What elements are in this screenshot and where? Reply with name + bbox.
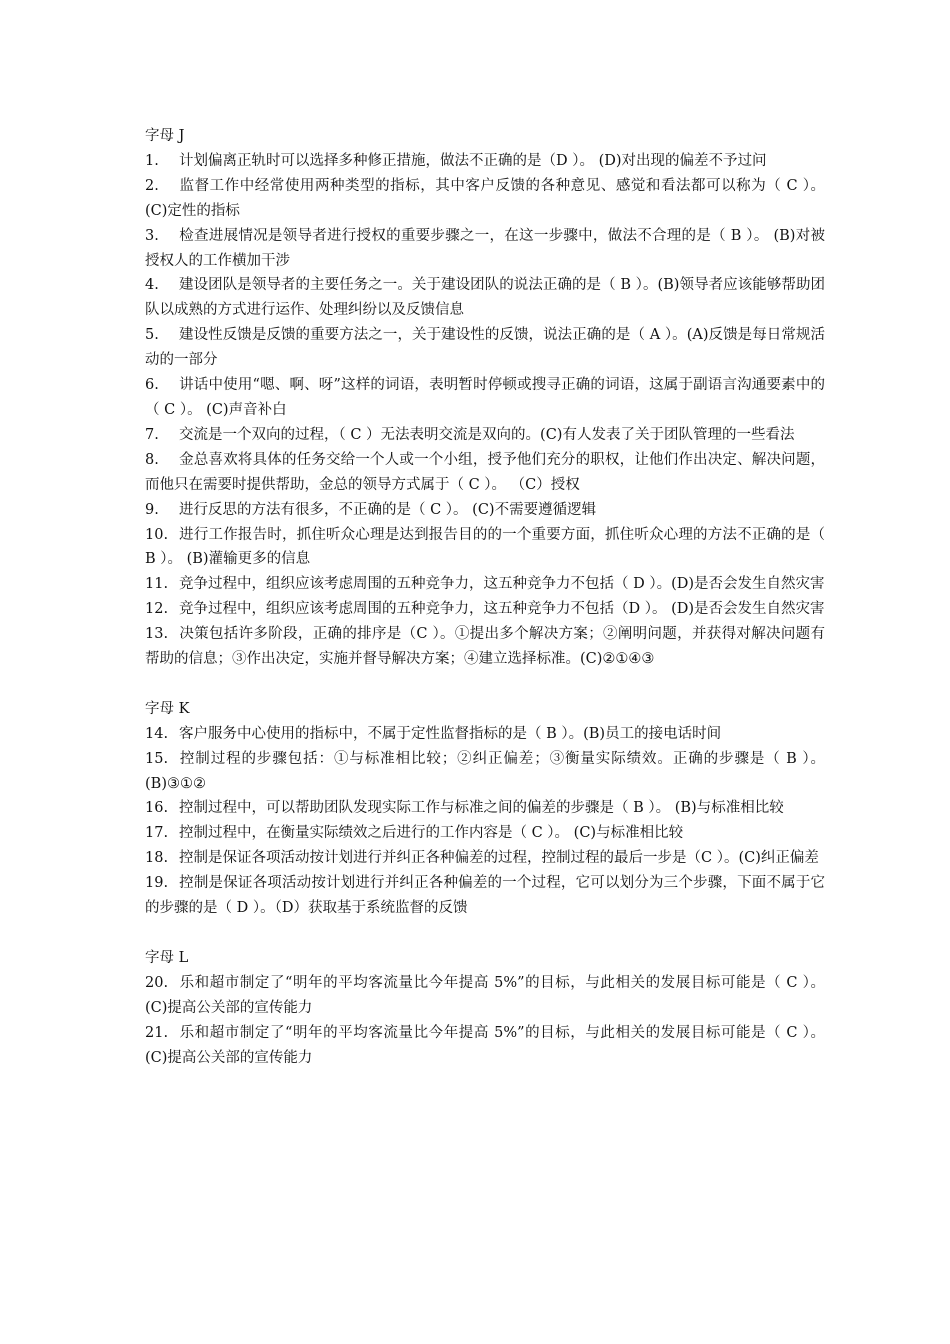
question-text: 控制过程的步骤包括：①与标准相比较；②纠正偏差；③衡量实际绩效。正确的步骤是（ B ）。 (B)③①② <box>145 750 825 792</box>
question-text: 决策包括许多阶段，正确的排序是（C ）。①提出多个解决方案；②阐明问题，并获得对解决问题有帮助的信息；③作出决定，实施并督导解决方案；④建立选择标准。(C)②①④③ <box>145 626 825 668</box>
question-item <box>145 846 825 871</box>
question-text: 进行工作报告时，抓住听众心理是达到报告目的的一个重要方面，抓住听众心理的方法不正确的是（ B ）。 (B)灌输更多的信息 <box>145 526 825 568</box>
question-number: 5. <box>145 327 159 344</box>
question-number: 13. <box>145 626 169 643</box>
question-number: 6. <box>145 377 159 394</box>
question-text: 控制过程中，可以帮助团队发现实际工作与标准之间的偏差的步骤是（ B ）。 (B)与标准相比较 <box>179 800 784 817</box>
question-text: 建设性反馈是反馈的重要方法之一，关于建设性的反馈，说法正确的是（ A ）。(A)反馈是每日常规活动的一部分 <box>145 327 825 369</box>
question-text: 进行反思的方法有很多，不正确的是（ C ）。 (C)不需要遵循逻辑 <box>179 501 597 518</box>
question-number: 16. <box>145 800 169 817</box>
question-number: 2. <box>145 177 159 194</box>
section-title-j: 字母 J <box>145 128 185 144</box>
question-item <box>145 273 825 323</box>
question-text: 竞争过程中，组织应该考虑周围的五种竞争力，这五种竞争力不包括（ D ）。(D)是否会发生自然灾害 <box>179 576 825 593</box>
question-number: 8. <box>145 451 159 468</box>
question-item <box>145 448 825 498</box>
question-number: 21. <box>145 1024 169 1041</box>
question-item <box>145 796 825 821</box>
question-item <box>145 149 825 174</box>
question-item <box>145 523 825 573</box>
question-number: 10. <box>145 526 169 543</box>
question-item <box>145 722 825 747</box>
question-item <box>145 224 825 274</box>
question-item <box>145 871 825 921</box>
question-text: 金总喜欢将具体的任务交给一个人或一个小组，授予他们充分的职权，让他们作出决定、解决问题，而他只在需要时提供帮助，金总的领导方式属于（ C ）。 （C）授权 <box>145 451 825 493</box>
question-number: 20. <box>145 974 169 991</box>
question-number: 15. <box>145 750 169 767</box>
question-number: 4. <box>145 277 159 294</box>
question-text: 监督工作中经常使用两种类型的指标，其中客户反馈的各种意见、感觉和看法都可以称为（ C ）。 (C)定性的指标 <box>145 177 825 219</box>
question-text: 客户服务中心使用的指标中，不属于定性监督指标的是（ B ）。(B)员工的接电话时间 <box>179 725 722 742</box>
section-title-k: 字母 K <box>145 700 190 717</box>
question-text: 竞争过程中，组织应该考虑周围的五种竞争力，这五种竞争力不包括（D ）。 (D)是否会发生自然灾害 <box>179 601 825 618</box>
question-text: 检查进展情况是领导者进行授权的重要步骤之一，在这一步骤中，做法不合理的是（ B ）。 (B)对被授权人的工作横加干涉 <box>145 227 825 269</box>
section-spacer <box>145 672 825 697</box>
question-item <box>145 622 825 672</box>
question-number: 17. <box>145 825 169 842</box>
question-text: 控制是保证各项活动按计划进行并纠正各种偏差的一个过程，它可以划分为三个步骤，下面不属于它的步骤的是（ D ）。（D）获取基于系统监督的反馈 <box>145 875 825 917</box>
section-title-l: 字母 L <box>145 949 189 966</box>
question-number: 3. <box>145 227 159 244</box>
question-number: 9. <box>145 501 159 518</box>
question-number: 14. <box>145 725 169 742</box>
question-item <box>145 423 825 448</box>
question-number: 1. <box>145 152 159 169</box>
question-text: 乐和超市制定了“明年的平均客流量比今年提高 5%”的目标，与此相关的发展目标可能是（ C ）。 (C)提高公关部的宣传能力 <box>145 974 825 1016</box>
question-item <box>145 821 825 846</box>
question-text: 乐和超市制定了“明年的平均客流量比今年提高 5%”的目标，与此相关的发展目标可能是（ C ）。 (C)提高公关部的宣传能力 <box>145 1024 825 1066</box>
question-text: 讲话中使用“嗯、啊、呀”这样的词语，表明暂时停顿或搜寻正确的词语，这属于副语言沟通要素中的（ C ）。 (C)声音补白 <box>145 377 825 418</box>
question-item <box>145 174 825 224</box>
question-number: 18. <box>145 850 169 867</box>
question-text: 计划偏离正轨时可以选择多种修正措施，做法不正确的是（D ）。 (D)对出现的偏差不予过问 <box>179 152 767 169</box>
question-text: 交流是一个双向的过程，（ C ）无法表明交流是双向的。(C)有人发表了关于团队管理的一些看法 <box>179 426 795 443</box>
question-text: 控制过程中，在衡量实际绩效之后进行的工作内容是（ C ）。 (C)与标准相比较 <box>179 825 684 842</box>
section-spacer <box>145 921 825 946</box>
question-number: 19. <box>145 875 169 892</box>
question-item <box>145 747 825 797</box>
question-number: 11. <box>145 576 169 593</box>
question-item <box>145 323 825 373</box>
question-item <box>145 597 825 622</box>
question-number: 12. <box>145 601 169 618</box>
document-page <box>145 124 825 1070</box>
question-number: 7. <box>145 426 159 443</box>
question-item <box>145 498 825 523</box>
question-text: 控制是保证各项活动按计划进行并纠正各种偏差的过程，控制过程的最后一步是（C ）。(C)纠正偏差 <box>179 850 819 867</box>
question-item <box>145 971 825 1021</box>
question-item <box>145 572 825 597</box>
question-item <box>145 373 825 423</box>
question-item <box>145 1021 825 1071</box>
question-text: 建设团队是领导者的主要任务之一。关于建设团队的说法正确的是（ B ）。(B)领导者应该能够帮助团队以成熟的方式进行运作、处理纠纷以及反馈信息 <box>145 277 825 319</box>
